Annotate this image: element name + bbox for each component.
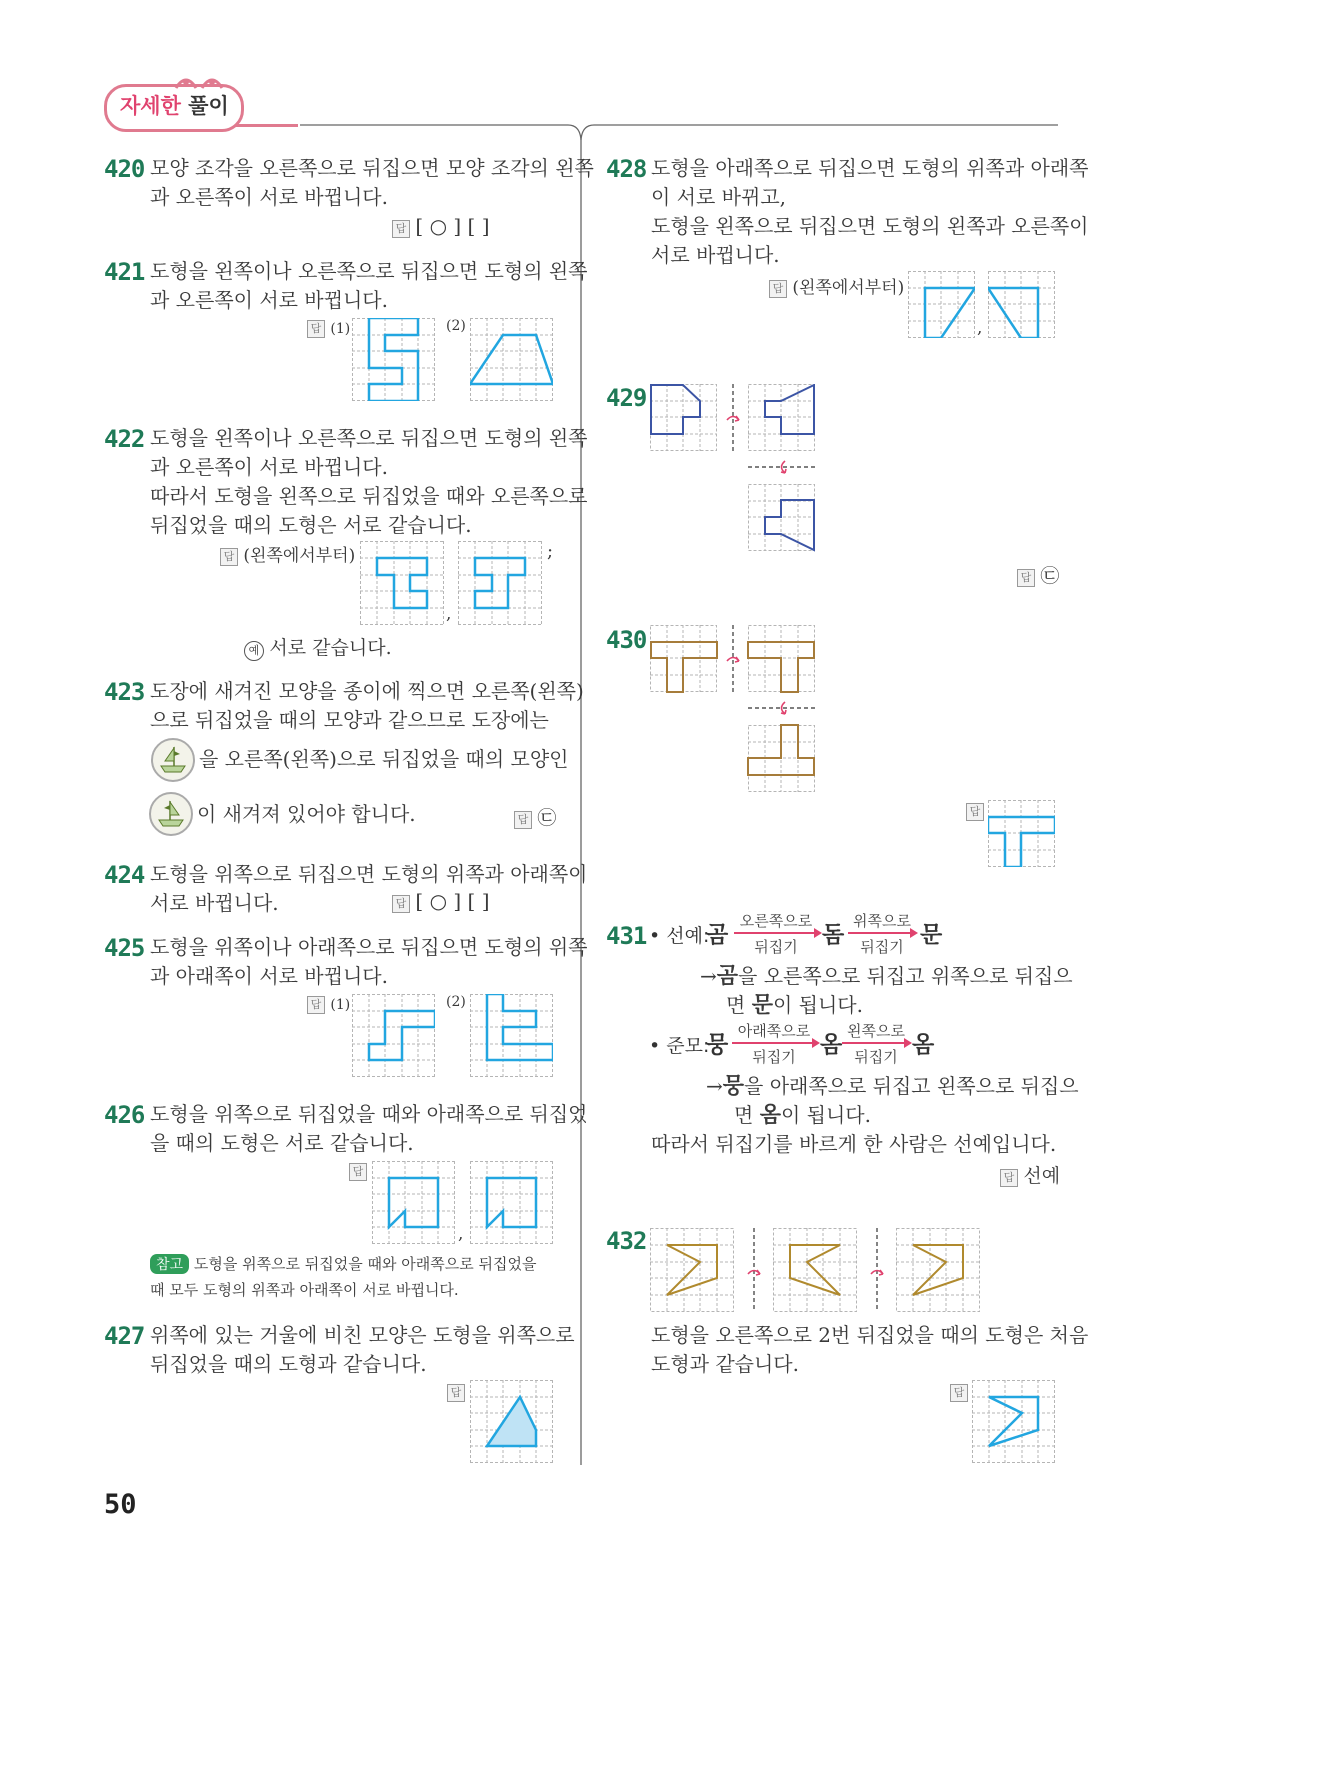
problem-422-line2: 과 오른쪽이 서로 바뀝니다. — [150, 455, 388, 479]
problem-431-s1-exp1-char: 곰 — [716, 964, 739, 989]
grid-430-answer — [988, 800, 1055, 867]
diagram-430 — [650, 625, 816, 793]
grid-432-answer — [972, 1380, 1055, 1463]
problem-422-semicolon: ; — [547, 541, 554, 562]
problem-420-answer: [ ○ ] [ ] — [415, 214, 490, 238]
answer-label-432: 답 — [950, 1384, 968, 1402]
problem-421-line2: 과 오른쪽이 서로 바뀝니다. — [150, 288, 388, 312]
problem-431-s1-arrow1-top: 오른쪽으로 — [739, 912, 813, 930]
problem-428-line1: 도형을 아래쪽으로 뒤집으면 도형의 위쪽과 아래쪽 — [651, 156, 1089, 180]
answer-label-431: 답 — [1000, 1169, 1018, 1187]
answer-label-421: 답 — [307, 320, 325, 338]
problem-431-number: 431 — [606, 922, 647, 950]
problem-431-s1-exp2-char: 문 — [751, 993, 773, 1018]
problem-421-mark2: (2) — [446, 318, 466, 334]
problem-431-s1-char2: 돔 — [822, 922, 845, 948]
problem-431-s2-exp2-text: 이 됩니다. — [780, 1103, 871, 1127]
stamp-boat-flipped-icon — [148, 791, 194, 837]
problem-431-s1-arrow1-bottom: 뒤집기 — [754, 938, 798, 956]
problem-431-s1-exp1-text: 을 오른쪽으로 뒤집고 위쪽으로 뒤집으 — [738, 964, 1073, 988]
problem-424-line1: 도형을 위쪽으로 뒤집으면 도형의 위쪽과 아래쪽이 — [150, 862, 588, 886]
problem-424-answer: [ ○ ] [ ] — [415, 889, 490, 913]
problem-431-s2-arrow1 — [732, 1042, 814, 1044]
problem-422-number: 422 — [104, 425, 145, 453]
problem-421-mark1: (1) — [330, 321, 351, 337]
problem-431-s2-char1: 뭉 — [706, 1032, 729, 1058]
problem-429-answer: ㉢ — [1040, 565, 1060, 587]
problem-425-number: 425 — [104, 934, 145, 962]
page-number: 50 — [104, 1489, 137, 1520]
grid-422-2 — [458, 541, 542, 625]
problem-426-comma: , — [458, 1224, 464, 1244]
problem-422-comma: , — [446, 604, 452, 624]
answer-label-425: 답 — [307, 996, 325, 1014]
problem-431-s1-arrow1 — [734, 932, 816, 934]
problem-428-number: 428 — [606, 155, 647, 183]
header-rule — [236, 124, 298, 127]
problem-428-comma: , — [977, 318, 983, 338]
problem-432-line2: 도형과 같습니다. — [651, 1352, 799, 1376]
problem-422-example: 서로 같습니다. — [269, 637, 392, 659]
diagram-432 — [650, 1228, 980, 1312]
grid-426-1 — [372, 1161, 455, 1244]
problem-431-s2-exp2-pre: 면 — [734, 1103, 760, 1127]
problem-431-s2-exp1-char: 뭉 — [722, 1074, 745, 1099]
problem-431-s2-exp1-text: 을 아래쪽으로 뒤집고 왼쪽으로 뒤집으 — [744, 1074, 1079, 1098]
problem-421-line1: 도형을 왼쪽이나 오른쪽으로 뒤집으면 도형의 왼쪽 — [150, 259, 588, 283]
problem-425-mark1: (1) — [330, 997, 351, 1013]
problem-431-s1-char3: 문 — [920, 922, 943, 948]
problem-430-number: 430 — [606, 626, 647, 654]
problem-427-line1: 위쪽에 있는 거울에 비친 모양은 도형을 위쪽으로 — [150, 1323, 575, 1347]
problem-423-line3: 을 오른쪽(왼쪽)으로 뒤집었을 때의 모양인 — [199, 747, 569, 771]
answer-label-426: 답 — [349, 1163, 367, 1181]
answer-label-427: 답 — [447, 1384, 465, 1402]
problem-423-line1: 도장에 새겨진 모양을 종이에 찍으면 오른쪽(왼쪽) — [150, 679, 584, 703]
problem-425-line2: 과 아래쪽이 서로 바뀝니다. — [150, 964, 388, 988]
problem-427-line2: 뒤집었을 때의 도형과 같습니다. — [150, 1352, 427, 1376]
problem-428-line4: 서로 바뀝니다. — [651, 243, 780, 267]
grid-425-1 — [352, 994, 435, 1077]
problem-431-s2-char3: 옴 — [912, 1032, 935, 1058]
problem-425-mark2: (2) — [446, 994, 466, 1010]
answer-label-429: 답 — [1017, 569, 1035, 587]
header-eyes-icon — [172, 70, 230, 90]
problem-431-s1-exp1-arrow: → — [700, 964, 717, 988]
problem-428-line2: 이 서로 바뀌고, — [651, 185, 786, 209]
problem-427-number: 427 — [104, 1322, 145, 1350]
problem-431-s2-arrow1-bottom: 뒤집기 — [752, 1048, 796, 1066]
problem-422-example-mark: 예 — [244, 641, 264, 661]
problem-420-line1: 모양 조각을 오른쪽으로 뒤집으면 모양 조각의 왼쪽 — [150, 156, 594, 180]
problem-431-s2-exp2-char: 옴 — [759, 1103, 781, 1128]
problem-431-conclusion: 따라서 뒤집기를 바르게 한 사람은 선예입니다. — [651, 1132, 1057, 1156]
grid-428-2 — [988, 271, 1055, 338]
problem-426-note-line2: 때 모두 도형의 위쪽과 아래쪽이 서로 바뀝니다. — [150, 1281, 459, 1299]
problem-422-answer-note: (왼쪽에서부터) — [243, 546, 356, 566]
problem-426-line1: 도형을 위쪽으로 뒤집었을 때와 아래쪽으로 뒤집었 — [150, 1102, 588, 1126]
problem-432-line1: 도형을 오른쪽으로 2번 뒤집었을 때의 도형은 처음 — [651, 1323, 1089, 1347]
problem-431-s2-arrow2-top: 왼쪽으로 — [847, 1022, 905, 1040]
answer-label-420: 답 — [392, 220, 410, 238]
problem-431-s1-exp2-pre: 면 — [726, 993, 752, 1017]
problem-423-line4: 이 새겨져 있어야 합니다. — [197, 802, 416, 826]
problem-423-line2: 으로 뒤집었을 때의 모양과 같으므로 도장에는 — [150, 708, 549, 732]
problem-425-line1: 도형을 위쪽이나 아래쪽으로 뒤집으면 도형의 위쪽 — [150, 935, 588, 959]
problem-423-answer: ㉢ — [537, 807, 557, 829]
problem-422-line4: 뒤집었을 때의 도형은 서로 같습니다. — [150, 513, 472, 537]
problem-431-s2-exp1-arrow: → — [706, 1074, 723, 1098]
problem-422-line3: 따라서 도형을 왼쪽으로 뒤집었을 때와 오른쪽으로 — [150, 484, 588, 508]
header-title-a: 자세한 — [120, 94, 181, 118]
problem-431-s2-arrow2 — [842, 1042, 906, 1044]
problem-423-number: 423 — [104, 678, 145, 706]
grid-421-2 — [470, 318, 553, 401]
problem-431-s1-exp2-text: 이 됩니다. — [772, 993, 863, 1017]
problem-429-number: 429 — [606, 384, 647, 412]
problem-420-number: 420 — [104, 155, 145, 183]
answer-label-423: 답 — [514, 811, 532, 829]
problem-432-number: 432 — [606, 1227, 647, 1255]
problem-431-s2-char2: 옴 — [820, 1032, 843, 1058]
problem-428-line3: 도형을 왼쪽으로 뒤집으면 도형의 왼쪽과 오른쪽이 — [651, 214, 1089, 238]
problem-421-number: 421 — [104, 258, 145, 286]
answer-label-430: 답 — [966, 803, 984, 821]
problem-431-s2-arrow1-top: 아래쪽으로 — [737, 1022, 811, 1040]
problem-420-line2: 과 오른쪽이 서로 바뀝니다. — [150, 185, 388, 209]
header-title-b: 풀이 — [188, 94, 229, 118]
problem-424-line2: 서로 바뀝니다. — [150, 891, 279, 915]
problem-431-s1-name: • 선예: — [649, 925, 710, 947]
diagram-429 — [650, 384, 816, 552]
grid-422-1 — [360, 541, 444, 625]
problem-426-note-line1: 도형을 위쪽으로 뒤집었을 때와 아래쪽으로 뒤집었을 — [193, 1255, 537, 1273]
answer-label-422: 답 — [220, 548, 238, 566]
grid-426-2 — [470, 1161, 553, 1244]
problem-426-note-badge: 참고 — [150, 1254, 189, 1274]
problem-431-s2-name: • 준모: — [649, 1035, 710, 1057]
problem-431-s1-arrow2-top: 위쪽으로 — [853, 912, 911, 930]
problem-422-line1: 도형을 왼쪽이나 오른쪽으로 뒤집으면 도형의 왼쪽 — [150, 426, 588, 450]
problem-431-s2-arrow2-bottom: 뒤집기 — [854, 1048, 898, 1066]
problem-426-number: 426 — [104, 1101, 145, 1129]
grid-421-1 — [352, 318, 435, 401]
grid-425-2 — [470, 994, 553, 1077]
problem-431-s1-arrow2-bottom: 뒤집기 — [860, 938, 904, 956]
problem-424-number: 424 — [104, 861, 145, 889]
grid-427 — [470, 1380, 553, 1463]
problem-431-s1-arrow2 — [848, 932, 912, 934]
problem-431-s1-char1: 곰 — [706, 922, 729, 948]
stamp-boat-icon — [150, 737, 196, 783]
problem-426-line2: 을 때의 도형은 서로 같습니다. — [150, 1131, 414, 1155]
answer-label-424: 답 — [392, 895, 410, 913]
grid-428-1 — [908, 271, 975, 338]
answer-label-428: 답 — [769, 280, 787, 298]
problem-428-answer-note: (왼쪽에서부터) — [792, 278, 905, 298]
problem-431-answer: 선예 — [1023, 1165, 1061, 1187]
